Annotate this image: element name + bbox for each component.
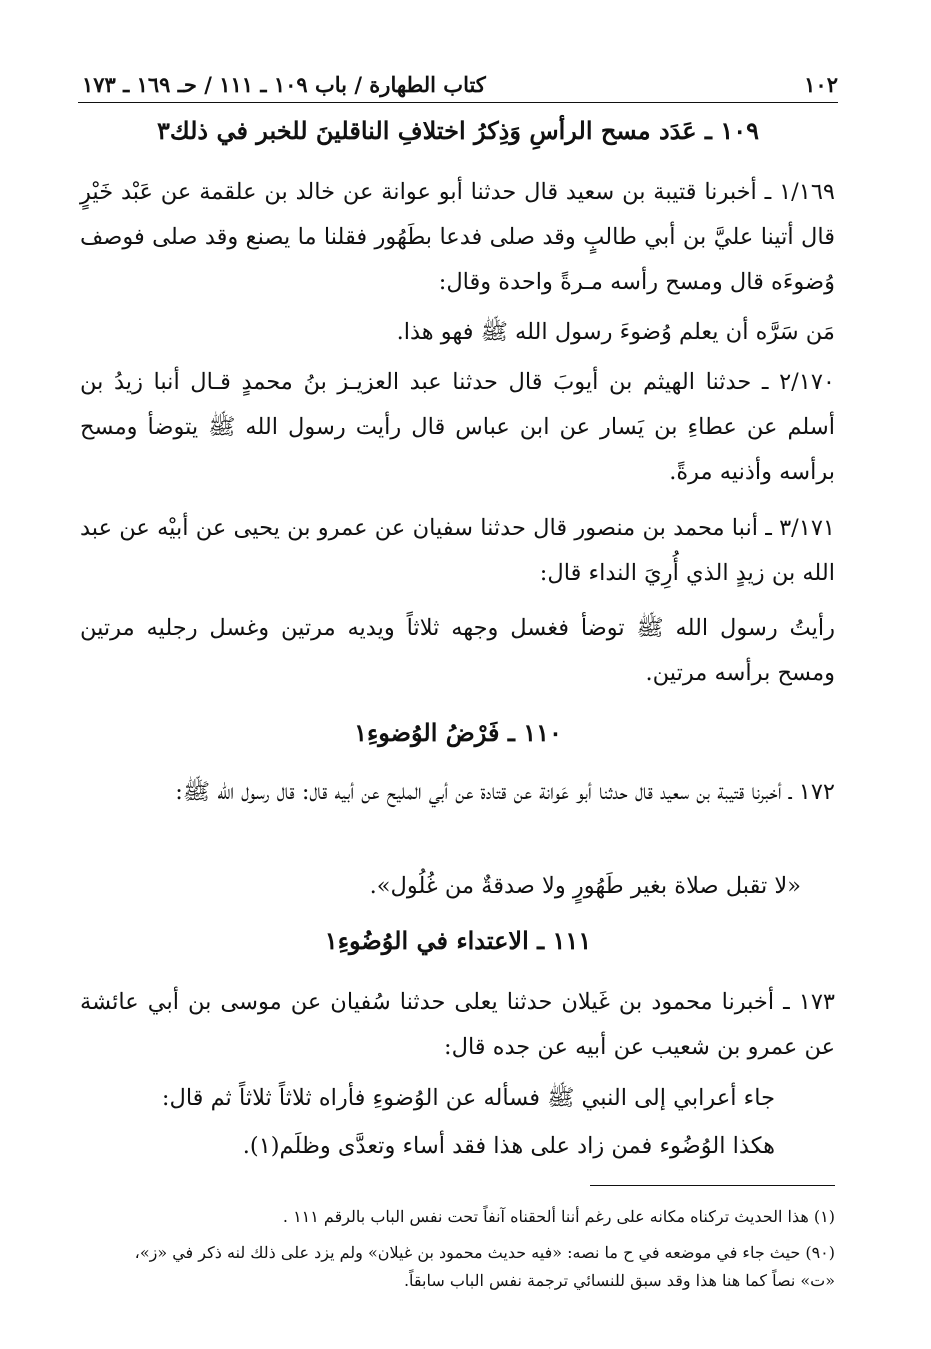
hadith-170: [80, 360, 835, 495]
running-title: كتاب الطهارة / باب ١٠٩ ـ ١١١ / حـ ١٦٩ ـ ١٧٣: [82, 71, 486, 97]
chapter-heading-109: ١٠٩ ـ عَدَد مسح الرأسِ وَذِكرُ اختلافِ الناقلينَ للخبر في ذلك٣: [157, 116, 759, 145]
hadith-169: [80, 170, 835, 305]
chapter-heading-111: ١١١ ـ الاعتداء في الوُضُوءِ١: [324, 926, 592, 955]
hadith-172-quote: «لا تقبل صلاة بغير طَهُورٍ ولا صدقةٌ من غُلُول».: [369, 873, 801, 899]
hadith-169-quote: مَن سَرَّه أن يعلم وُضوءَ رسول الله ﷺ فهو هذا.: [396, 319, 835, 345]
hadith-172-text: ١٧٢ ـ أخبرنا قتيبة بن سعيد قال حدثنا أبو عَوانة عن قتادة عن أبي المليح عن أبيه قال: قال رسول الله ﷺ:: [175, 779, 835, 805]
hadith-173: [80, 980, 835, 1070]
hadith-171-quote-block: [80, 606, 835, 696]
hadith-169-quote-block: [80, 310, 835, 355]
footnote-2-line-2: «ت» نصاً كما هنا هذا وقد سبق للنسائي ترجمة نفس الباب سابقاً.: [403, 1271, 835, 1290]
hadith-173-quote-1: جاء أعرابي إلى النبي ﷺ فسأله عن الوُضوءِ فأراه ثلاثاً ثلاثاً ثم قال:: [161, 1085, 775, 1111]
hadith-173-text: ١٧٣ ـ أخبرنا محمود بن غَيلان حدثنا يعلى حدثنا سُفيان عن موسى بن أبي عائشة عن عمرو بن شعيب عن أبيه عن جده قال:: [80, 989, 835, 1060]
chapter-heading-110: ١١٠ ـ فَرْضُ الوُضوءِ١: [354, 718, 562, 747]
page-header: [78, 66, 838, 103]
hadith-169-text: ١/١٦٩ ـ أخبرنا قتيبة بن سعيد قال حدثنا أبو عوانة عن خالد بن علقمة عن عَبْد خَيْرٍ قال أتينا عليَّ بن أبي طالبٍ وقد صلى فدعا بطَهُور فقلنا ما يصنع وقد صلى فوصف وُضوءَه قال ومسح رأسه مـرةً واحدة وقال:: [80, 179, 835, 295]
page-number: ١٠٢: [804, 71, 838, 97]
hadith-171-text: ٣/١٧١ ـ أنبا محمد بن منصور قال حدثنا سفيان عن عمرو بن يحيى عن أبيْه عن عبد الله بن زيدٍ الذي أُرِيَ النداء قال:: [80, 515, 835, 586]
footnote-2-line-1: (٩٠) حيث جاء في موضعه في ح ما نصه: «فيه حديث محمود بن غيلان» ولم يزد على ذلك لنه ذكر في «ز»،: [134, 1243, 835, 1262]
hadith-170-text: ٢/١٧٠ ـ حدثنا الهيثم بن أيوبَ قال حدثنا عبد العزيـز بنُ محمدٍ قـال أنبا زيدُ بن أسلم عن عطاءِ بن يَسار عن ابن عباس قال رأيت رسول الله ﷺ يتوضأ ومسح برأسه وأذنيه مرةً.: [80, 369, 835, 485]
footnote-1: (١) هذا الحديث تركناه مكانه على رغم أننا ألحقناه آنفاً تحت نفس الباب بالرقم ١١١ .: [282, 1207, 835, 1226]
hadith-171: [80, 506, 835, 596]
hadith-173-quote-block-2: [85, 1124, 775, 1169]
hadith-172: [80, 770, 835, 815]
hadith-171-quote: رأيتُ رسول الله ﷺ توضأ فغسل وجهه ثلاثاً ويديه مرتين وغسل رجليه مرتين ومسح برأسه مرتين.: [80, 615, 835, 686]
footnote-separator: [590, 1185, 835, 1186]
hadith-173-quote-2: هكذا الوُضُوء فمن زاد على هذا فقد أساء وتعدَّى وظلَم(١).: [242, 1133, 775, 1159]
hadith-173-quote-block-1: [85, 1076, 775, 1121]
hadith-172-quote-block: [81, 864, 801, 909]
